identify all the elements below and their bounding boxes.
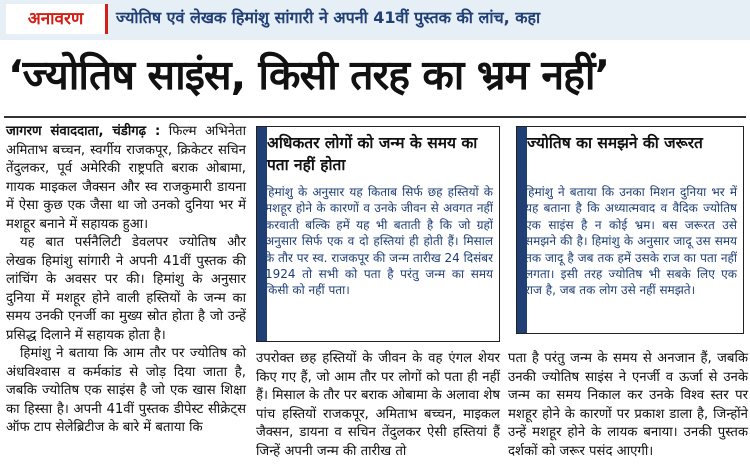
kicker-headline: ज्योतिष एवं लेखक हिमांशु सांगारी ने अपनी 41वीं पुस्तक की लांच, कहा bbox=[116, 8, 541, 27]
byline: जागरण संवाददाता, चंडीगढ़ : bbox=[6, 124, 161, 139]
article-paragraph-3: हिमांशु ने बताया कि आम तौर पर ज्योतिष को अंधविश्वास व कर्मकांड से जोड़ दिया जाता है, जबकि ज्योतिष एक साइंस है जो एक खास शिक्षा का हिस्सा है। अपनी 41वीं पुस्तक डीपेस्ट सीक्रेट्स ऑफ टाप सेलेब्रिटीज के बारे में बताया कि bbox=[6, 346, 246, 435]
article-column-1 bbox=[6, 123, 246, 438]
article-column-2 bbox=[256, 350, 500, 461]
page-headline: ‘ज्योतिष साइंस, किसी तरह का भ्रम नहीं’ bbox=[8, 51, 610, 99]
box-heading: ज्योतिष का समझने की जरूरत bbox=[527, 134, 703, 152]
paragraph-1-text: फिल्म अभिनेता अमिताभ बच्चन, स्वर्गीय राजकपूर, क्रिकेटर सचिन तेंदुलकर, पूर्व अमेरिकी राष्ट्रपति बराक ओबामा, गायक माइकल जैक्सन और स्व राजकुमारी डायना में ऐसा कुछ एक जैसा था जो उनको दुनिया भर में मशहूर बनाने में सहायक हुआ। bbox=[6, 124, 246, 232]
headline-rule bbox=[4, 116, 746, 118]
box-text: हिमांशु ने बताया कि उनका मिशन दुनिया भर में यह बताना है कि अध्यात्मवाद व वैदिक ज्योतिष एक साइंस है न कोई भ्रम। बस जरूरत उसे समझने की है। हिमांशु के अनुसार जादू उस समय तक जादू है जब तक हमें उसके राज का पता नहीं लगता। इसी तरह ज्योतिष भी सबके लिए एक राज है, जब तक लोग उसे नहीं समझते। bbox=[525, 185, 737, 298]
article-paragraph-2: यह बात पर्सनैलिटी डेवलपर ज्योतिष और लेखक हिमांशु सांगारी ने अपनी 41वीं पुस्तक की लांचिंग के अवसर पर की। हिमांशु के अनुसार दुनिया में मशहूर होने वाली हस्तियों के जन्म का समय उनकी एनर्जी का मुख्य स्रोत होता है जो उन्हें प्रसिद्ध दिलाने में सहायक होता है। bbox=[6, 235, 246, 343]
box-text: हिमांशु के अनुसार यह किताब सिर्फ छह हस्तियों के मशहूर होने के कारणों व उनके जीवन से अवगत नहीं करवाती बल्कि हमें यह भी बताती है कि जो ग्रहों अनुसार सिर्फ एक व दो हस्तियां ही होती हैं। मिसाल के तौर पर स्व. राजकपूर की जन्म तारीख 24 दिसंबर 1924 तो सभी को पता है परंतु जन्म का समय किसी को नहीं पता। bbox=[265, 185, 493, 298]
column-2-text: उपरोक्त छह हस्तियों के जीवन के वह एंगल शेयर किए गए हैं, जो आम तौर पर लोगों को पता ही नहीं हैं। मिसाल के तौर पर बराक ओबामा के अलावा शेष पांच हस्तियों राजकपूर, अमिताभ बच्चन, माइकल जैक्सन, डायना व सचिन तेंदुलकर ऐसी हस्तियां हैं जिन्हें अपनी जन्म की तारीख तो bbox=[256, 351, 500, 459]
highlight-box-birth-time bbox=[256, 126, 500, 342]
highlight-box-astrology bbox=[516, 126, 744, 334]
box-heading: अधिकतर लोगों को जन्म के समय का पता नहीं होता bbox=[267, 134, 478, 174]
section-tag: अनावरण bbox=[6, 4, 108, 34]
article-paragraph-1 bbox=[6, 123, 246, 234]
column-3-text: पता है परंतु जन्म के समय से अनजान हैं, जबकि उनकी ज्योतिष साइंस ने एनर्जी व ऊर्जा से उनके जन्म का समय निकाल कर उनके विश्व स्तर पर मशहूर होने के कारणों पर प्रकाश डाला है, जिन्होंने उन्हें मशहूर होने के लायक बनाया। उनकी पुस्तक दर्शकों को जरूर पसंद आएगी। bbox=[508, 351, 748, 459]
top-strip bbox=[0, 0, 750, 40]
article-column-3 bbox=[508, 350, 748, 461]
